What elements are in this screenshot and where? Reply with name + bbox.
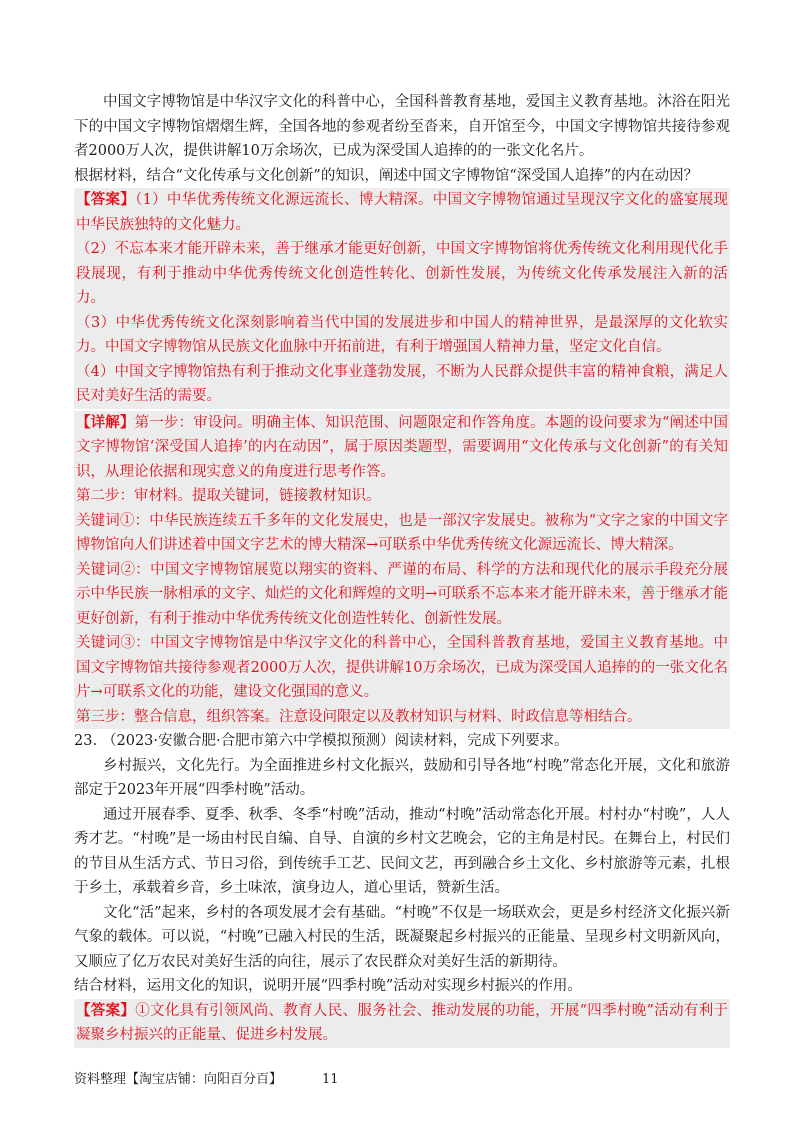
detail-step1: 第一步：审设问。明确主体、知识范围、问题限定和作答角度。本题的设问要求为“阐述中国文字博物馆‘深受国人追捧’的内在动因”，属于原因类题型，需要调用“文化传承与文化创新”的有关知识，从理论依据和现实意义的角度进行思考作答。 bbox=[76, 414, 728, 480]
detail-keyword-2: 关键词②：中国文字博物馆展览以翔实的资料、严谨的布局、科学的方法和现代化的展示手段充分展示中华民族一脉相承的文字、灿烂的文化和辉煌的文明→可联系不忘本来才能开辟未来，善于继承才能更好创新，有利于推动中华优秀传统文化创造性转化、创新性发展。 bbox=[76, 561, 728, 627]
question-source: （2023·安徽合肥·合肥市第六中学模拟预测）阅读材料，完成下列要求。 bbox=[102, 733, 569, 749]
answer-tag: 【答案】 bbox=[76, 1001, 136, 1019]
detail-keyword-1: 关键词①：中华民族连续五千多年的文化发展史，也是一部汉字发展史。被称为“文字之家的中国文字博物馆向人们讲述着中国文字艺术的博大精深→可联系中华优秀传统文化源远流长、博大精深。 bbox=[76, 512, 728, 553]
answer-paragraph bbox=[76, 188, 728, 237]
detail-step3: 第三步：整合信息，组织答案。注意设问限定以及教材知识与材料、时政信息等相结合。 bbox=[76, 708, 642, 725]
answer-paragraph: （2）不忘本来才能开辟未来，善于继承才能更好创新，中国文字博物馆将优秀传统文化利用现代化手段展现，有利于推动中华优秀传统文化创造性转化、创新性发展，为传统文化传承发展注入新的活力。 bbox=[76, 241, 728, 306]
detail-block bbox=[74, 411, 730, 730]
material-paragraph: 文化“活”起来，乡村的各项发展才会有基础。“村晚”不仅是一场联欢会，更是乡村经济文化振兴新气象的载体。可以说，“村晚”已融入村民的生活，既凝聚起乡村振兴的正能量、呈现乡村文明新风向，又顺应了亿万农民对美好生活的向往，展示了农民群众对美好生活的新期待。 bbox=[74, 904, 730, 970]
material-paragraph: 乡村振兴，文化先行。为全面推进乡村文化振兴，鼓励和引导各地“村晚”常态化开展，文化和旅游部定于2023年开展“四季村晚”活动。 bbox=[74, 757, 730, 798]
answer-block bbox=[74, 999, 730, 1048]
answer-paragraph bbox=[76, 999, 728, 1048]
page-footer bbox=[74, 1068, 339, 1087]
answer-block bbox=[74, 188, 730, 409]
answer-paragraph: （4）中国文字博物馆热有利于推动文化事业蓬勃发展，不断为人民群众提供丰富的精神食粮，满足人民对美好生活的需要。 bbox=[76, 363, 728, 404]
detail-keyword-3: 关键词③：中国文字博物馆是中华汉字文化的科普中心，全国科普教育基地，爱国主义教育基地。中国文字博物馆共接待参观者2000万人次，提供讲解10万余场次，已成为深受国人追捧的的一张文化名片→可联系文化的功能，建设文化强国的意义。 bbox=[76, 635, 728, 700]
detail-paragraph bbox=[76, 411, 728, 485]
footer-source: 资料整理【淘宝店铺：向阳百分百】 bbox=[74, 1072, 283, 1087]
answer-text: ①文化具有引领风尚、教育人民、服务社会、推动发展的功能，开展“四季村晚”活动有利于凝聚乡村振兴的正能量、促进乡村发展。 bbox=[76, 1002, 729, 1043]
answer-tag: 【答案】 bbox=[76, 191, 136, 208]
answer-paragraph: （3）中华优秀传统文化深刻影响着当代中国的发展进步和中国人的精神世界，是最深厚的文化软实力。中国文字博物馆从民族文化血脉中开拓前进，有利于增强国人精神力量，坚定文化自信。 bbox=[76, 314, 728, 355]
detail-tag: 【详解】 bbox=[76, 413, 135, 431]
answer-text: （1）中华优秀传统文化源远流长、博大精深。中国文字博物馆通过呈现汉字文化的盛宴展现中华民族独特的文化魅力。 bbox=[76, 192, 728, 233]
question-text: 根据材料，结合“文化传承与文化创新”的知识，阐述中国文字博物馆“深受国人追捧”的内在动因？ bbox=[74, 167, 699, 184]
detail-step2: 第二步：审材料。提取关键词，链接教材知识。 bbox=[76, 488, 381, 504]
question-number: 23. bbox=[74, 733, 98, 749]
document-page bbox=[74, 90, 730, 1048]
page-number: 11 bbox=[322, 1072, 339, 1087]
material-paragraph: 中国文字博物馆是中华汉字文化的科普中心，全国科普教育基地，爱国主义教育基地。沐浴在阳光下的中国文字博物馆熠熠生辉，全国各地的参观者纷至沓来，自开馆至今，中国文字博物馆共接待参观者2000万人次，提供讲解10万余场次，已成为深受国人追捧的的一张文化名片。 bbox=[74, 94, 730, 159]
question-text: 结合材料，运用文化的知识，说明开展“四季村晚”活动对实现乡村振兴的作用。 bbox=[74, 978, 582, 994]
material-paragraph: 通过开展春季、夏季、秋季、冬季“村晚”活动，推动“村晚”活动常态化开展。村村办“村晚”，人人秀才艺。“村晚”是一场由村民自编、自导、自演的乡村文艺晚会，它的主角是村民。在舞台上，村民们的节目从生活方式、节日习俗，到传统手工艺、民间文艺，再到融合乡土文化、乡村旅游等元素，扎根于乡土，承载着乡音，乡土味浓，演身边人，道心里话，赞新生活。 bbox=[74, 806, 730, 896]
question-23-heading bbox=[74, 729, 730, 754]
